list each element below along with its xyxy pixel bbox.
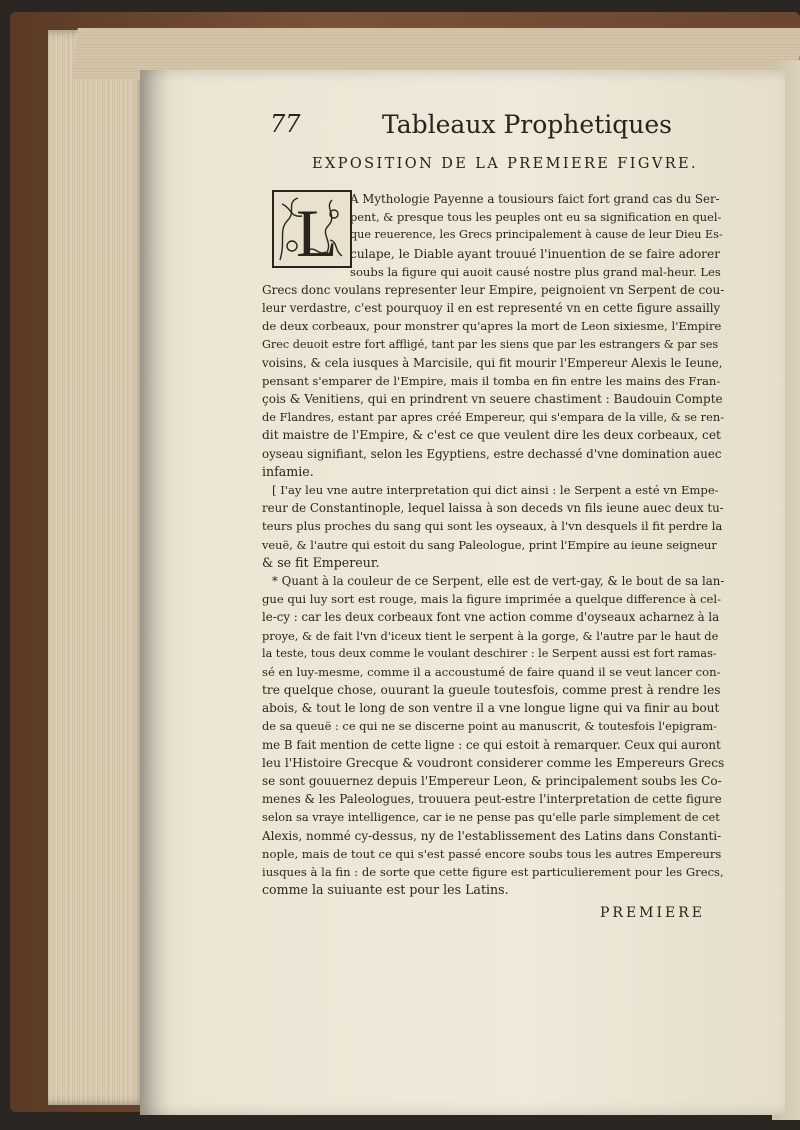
- text-line: dit maistre de l'Empire, & c'est ce que veulent dire les deux corbeaux, cet: [262, 428, 721, 443]
- text-line: pent, & presque tous les peuples ont eu sa signification en quel-: [350, 210, 722, 225]
- text-line: gue qui luy sort est rouge, mais la figure imprimée a quelque difference à cel-: [262, 592, 721, 607]
- text-line: reur de Constantinople, lequel laissa à son deceds vn fils ieune auec deux tu-: [262, 501, 724, 516]
- gutter-shadow: [140, 70, 170, 1115]
- text-line: menes & les Paleologues, trouuera peut-estre l'interpretation de cette figure: [262, 792, 722, 807]
- text-line: de sa queuë : ce qui ne se discerne point au manuscrit, & toutesfois l'epigram-: [262, 719, 717, 734]
- text-line: sé en luy-mesme, comme il a accoustumé de faire quand il se veut lancer con-: [262, 664, 721, 679]
- text-line: veuë, & l'autre qui estoit du sang Paleologue, print l'Empire au ieune seigneur: [262, 537, 717, 552]
- text-line: de deux corbeaux, pour monstrer qu'apres la mort de Leon sixiesme, l'Empire: [262, 319, 722, 334]
- text-line: [ I'ay leu vne autre interpretation qui dict ainsi : le Serpent a esté vn Empe-: [272, 483, 719, 497]
- text-line: * Quant à la couleur de ce Serpent, elle est de vert-gay, & le bout de sa lan-: [272, 573, 725, 588]
- drop-cap-letter: L: [296, 195, 338, 268]
- text-line: leur verdastre, c'est pourquoy il en est representé vn en cette figure assailly: [262, 301, 721, 316]
- text-line: pensant s'emparer de l'Empire, mais il tomba en fin entre les mains des Fran-: [262, 373, 721, 388]
- text-line: me B fait mention de cette ligne : ce qui estoit à remarquer. Ceux qui auront: [262, 737, 721, 752]
- text-line: A Mythologie Payenne a tousiours faict fort grand cas du Ser-: [350, 192, 720, 206]
- text-line: iusques à la fin : de sorte que cette figure est particulierement pour les Grecs,: [262, 864, 724, 879]
- text-line: proye, & de fait l'vn d'iceux tient le serpent à la gorge, & l'autre par le haut de: [262, 628, 719, 643]
- text-line: abois, & tout le long de son ventre il a vne longue ligne qui va finir au bout: [262, 701, 720, 716]
- text-line: comme la suiuante est pour les Latins.: [262, 882, 509, 898]
- section-heading: EXPOSITION DE LA PREMIERE FIGVRE.: [312, 156, 699, 172]
- text-line: nople, mais de tout ce qui s'est passé encore soubs tous les autres Empereurs: [262, 846, 722, 861]
- text-line: soubs la figure qui auoit causé nostre plus grand mal-heur. Les: [350, 264, 721, 279]
- text-line: Alexis, nommé cy-dessus, ny de l'establissement des Latins dans Constanti-: [262, 828, 722, 843]
- text-line: de Flandres, estant par apres créé Empereur, qui s'empara de la ville, & se ren-: [262, 410, 725, 425]
- text-line: çois & Venitiens, qui en prindrent vn seuere chastiment : Baudouin Compte: [262, 392, 723, 407]
- text-line: se sont gouuernez depuis l'Empereur Leon, & principalement soubs les Co-: [262, 774, 722, 788]
- text-line: Grec deuoit estre fort affligé, tant par les siens que par les estrangers & par ses: [262, 337, 719, 351]
- text-line: tre quelque chose, ouurant la gueule toutesfois, comme prest à rendre les: [262, 683, 721, 698]
- text-line: & se fit Empereur.: [262, 554, 380, 570]
- running-title: Tableaux Prophetiques: [382, 110, 672, 139]
- text-line: leu l'Histoire Grecque & voudront considerer comme les Empereurs Grecs: [262, 755, 725, 770]
- page-number: 77: [270, 110, 301, 138]
- text-line: que reuerence, les Grecs principalement à cause de leur Dieu Es-: [350, 228, 723, 242]
- text-line: voisins, & cela iusques à Marcisile, qui fit mourir l'Empereur Alexis le Ieune,: [262, 355, 723, 370]
- text-line: selon sa vraye intelligence, car ie ne pense pas qu'elle parle simplement de cet: [262, 810, 720, 825]
- text-line: Grecs donc voulans representer leur Empire, peignoient vn Serpent de cou-: [262, 282, 725, 297]
- text-line: le-cy : car les deux corbeaux font vne action comme d'oyseaux acharnez à la: [262, 610, 720, 625]
- text-line: infamie.: [262, 463, 314, 479]
- page-edges-left: [48, 30, 148, 1105]
- text-line: oyseau signifiant, selon les Egyptiens, estre dechassé d'vne domination auec: [262, 446, 722, 461]
- text-line: la teste, tous deux comme le voulant deschirer : le Serpent aussi est fort ramas-: [262, 646, 717, 660]
- text-line: culape, le Diable ayant trouué l'inuention de se faire adorer: [350, 246, 721, 261]
- running-head: [270, 110, 672, 144]
- body-text: [262, 190, 724, 899]
- text-line: teurs plus proches du sang qui sont les oyseaux, à l'vn desquels il fit perdre la: [262, 519, 723, 534]
- catchword: PREMIERE: [600, 905, 706, 921]
